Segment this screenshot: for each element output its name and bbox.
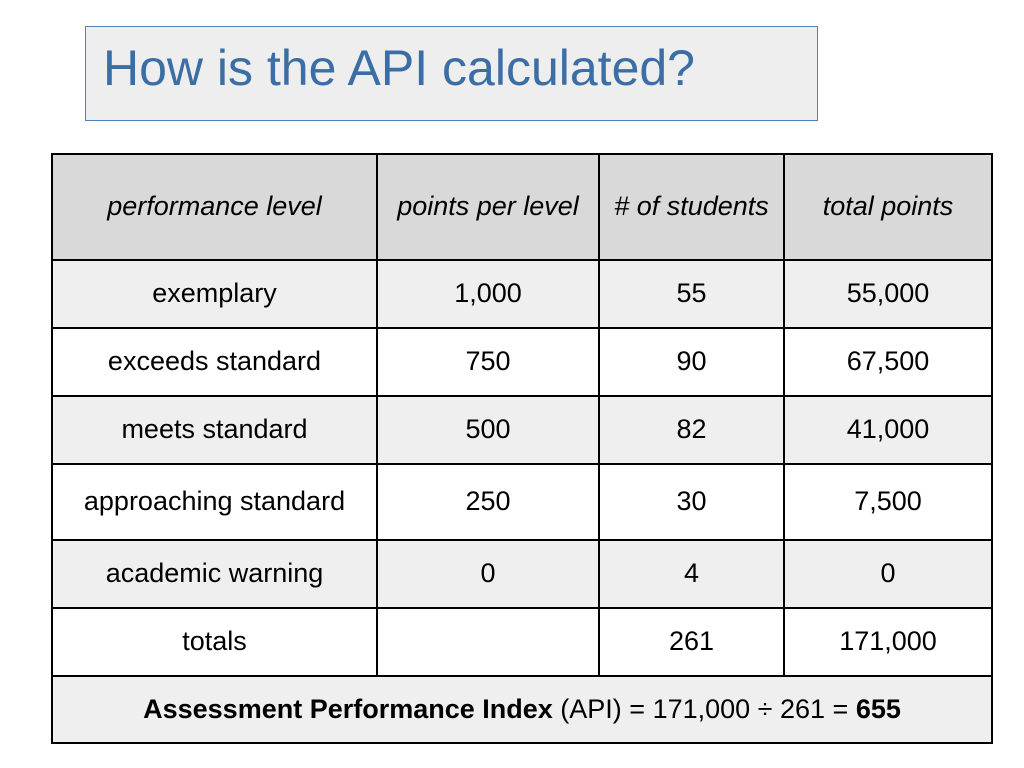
cell-students: 30: [599, 464, 784, 540]
header-points-per-level: points per level: [377, 154, 599, 260]
cell-level: exemplary: [52, 260, 377, 328]
cell-points: 500: [377, 396, 599, 464]
header-total-points: total points: [784, 154, 992, 260]
cell-points: 1,000: [377, 260, 599, 328]
cell-level: exceeds standard: [52, 328, 377, 396]
slide-title: How is the API calculated?: [103, 40, 695, 96]
cell-totals-points: [377, 608, 599, 676]
formula-result: 655: [855, 693, 901, 724]
formula-cell: [52, 676, 992, 743]
cell-points: 750: [377, 328, 599, 396]
formula-row: [52, 676, 992, 743]
cell-students: 90: [599, 328, 784, 396]
cell-points: 0: [377, 540, 599, 608]
table-row: [52, 260, 992, 328]
cell-total: 55,000: [784, 260, 992, 328]
cell-totals-students: 261: [599, 608, 784, 676]
table-row: [52, 396, 992, 464]
cell-totals-total: 171,000: [784, 608, 992, 676]
cell-total: 67,500: [784, 328, 992, 396]
cell-level: approaching standard: [52, 464, 377, 540]
header-num-students: # of students: [599, 154, 784, 260]
totals-row: [52, 608, 992, 676]
cell-level: meets standard: [52, 396, 377, 464]
formula-expression: (API) = 171,000 ÷ 261 =: [552, 693, 856, 724]
cell-students: 82: [599, 396, 784, 464]
table-row: [52, 464, 992, 540]
header-performance-level: performance level: [52, 154, 377, 260]
cell-total: 41,000: [784, 396, 992, 464]
table-row: [52, 540, 992, 608]
cell-level: academic warning: [52, 540, 377, 608]
title-box: [85, 26, 818, 121]
table-header-row: [52, 154, 992, 260]
cell-totals-label: totals: [52, 608, 377, 676]
cell-total: 7,500: [784, 464, 992, 540]
cell-points: 250: [377, 464, 599, 540]
cell-total: 0: [784, 540, 992, 608]
formula-index-name: Assessment Performance Index: [143, 693, 553, 724]
table-row: [52, 328, 992, 396]
api-table: [51, 153, 993, 744]
cell-students: 55: [599, 260, 784, 328]
cell-students: 4: [599, 540, 784, 608]
